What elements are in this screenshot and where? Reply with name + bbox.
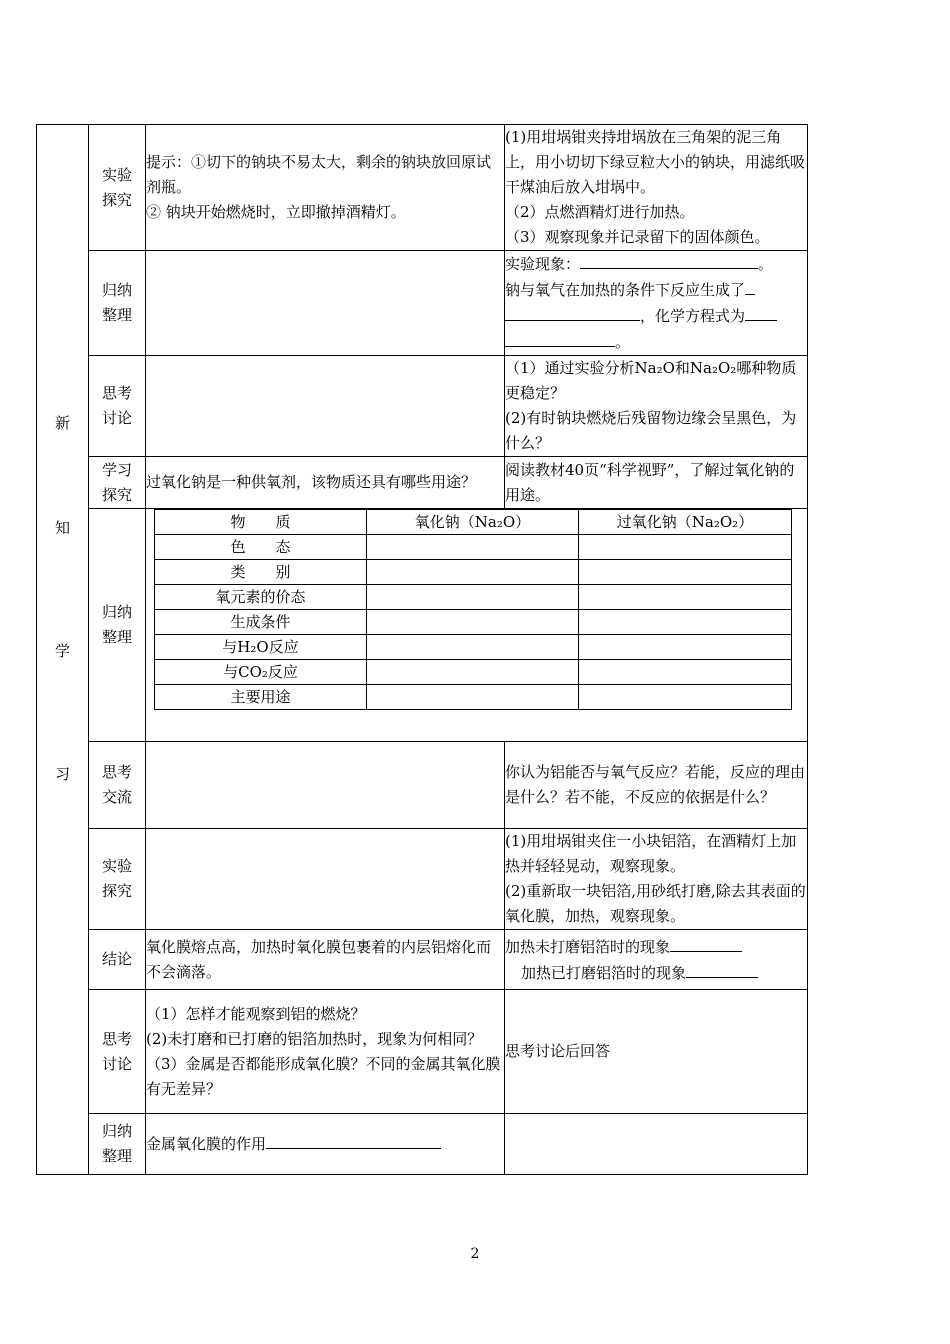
property-label: 与H₂O反应 bbox=[155, 635, 367, 660]
row-summary-oxide-film bbox=[37, 1114, 808, 1175]
hint-cell bbox=[146, 125, 505, 251]
property-label: 类 别 bbox=[155, 560, 367, 585]
step-1: (1)用坩埚钳夹住一小块铝箔，在酒精灯上加热并轻轻晃动，观察现象。 bbox=[505, 832, 797, 875]
row-label: 归纳 整理 bbox=[89, 251, 146, 356]
row-label: 实验 探究 bbox=[89, 125, 146, 251]
hint-2: ② 钠块开始燃烧时，立即撤掉酒精灯。 bbox=[146, 203, 406, 221]
answer-blank[interactable] bbox=[266, 1131, 441, 1149]
compare-row bbox=[155, 585, 792, 610]
question-2: (2)未打磨和已打磨的铝箔加热时，现象为何相同？ bbox=[146, 1029, 483, 1048]
row-study-peroxide bbox=[37, 457, 808, 509]
fill-blank-cell: 实验现象： 。 钠与氧气在加热的条件下反应生成了 ，化学方程式为 。 bbox=[505, 251, 808, 356]
header-cell: 过氧化钠（Na₂O₂） bbox=[579, 510, 792, 535]
answer-blank[interactable] bbox=[505, 303, 640, 321]
question-cell: 你认为铝能否与氧气反应？若能，反应的理由是什么？若不能，不反应的依据是什么？ bbox=[505, 742, 808, 829]
row-think-aluminum bbox=[37, 742, 808, 829]
property-label: 与CO₂反应 bbox=[155, 660, 367, 685]
answer-cell[interactable] bbox=[579, 660, 792, 685]
answer-cell[interactable] bbox=[579, 610, 792, 635]
side-title bbox=[37, 125, 89, 1175]
answer-cell[interactable] bbox=[367, 635, 579, 660]
side-char: 知 bbox=[54, 518, 70, 537]
empty-cell bbox=[505, 1114, 808, 1175]
empty-cell bbox=[146, 742, 505, 829]
question-3: （3）金属是否都能形成氧化膜？不同的金属其氧化膜有无差异？ bbox=[146, 1054, 501, 1098]
answer-note-cell: 思考讨论后回答 bbox=[505, 990, 808, 1114]
compare-row bbox=[155, 685, 792, 710]
row-label: 归纳 整理 bbox=[89, 509, 146, 742]
row-discussion-stability bbox=[37, 356, 808, 457]
page-number: 2 bbox=[470, 1246, 480, 1262]
side-char: 学 bbox=[54, 641, 70, 660]
row-label: 思考 讨论 bbox=[89, 356, 146, 457]
answer-blank[interactable] bbox=[670, 934, 742, 952]
row-experiment-sodium bbox=[37, 125, 808, 251]
answer-cell[interactable] bbox=[367, 685, 579, 710]
questions-cell bbox=[146, 990, 505, 1114]
steps-cell bbox=[505, 125, 808, 251]
row-label: 思考 交流 bbox=[89, 742, 146, 829]
answer-blank[interactable] bbox=[505, 329, 615, 347]
row-label: 实验 探究 bbox=[89, 829, 146, 930]
question-1: （1）怎样才能观察到铝的燃烧？ bbox=[146, 1004, 366, 1023]
answer-cell[interactable] bbox=[579, 635, 792, 660]
side-char: 新 bbox=[54, 413, 70, 432]
film-role-cell: 金属氧化膜的作用 bbox=[146, 1114, 505, 1175]
empty-cell bbox=[146, 356, 505, 457]
row-label: 思考 讨论 bbox=[89, 990, 146, 1114]
hint-1: 提示：①切下的钠块不易太大，剩余的钠块放回原试剂瓶。 bbox=[146, 153, 492, 196]
compare-row bbox=[155, 560, 792, 585]
compare-row bbox=[155, 535, 792, 560]
row-label: 归纳 整理 bbox=[89, 1114, 146, 1175]
answer-cell[interactable] bbox=[579, 560, 792, 585]
compare-cell bbox=[146, 509, 808, 742]
answer-blank[interactable] bbox=[686, 960, 758, 978]
header-cell: 物 质 bbox=[155, 510, 367, 535]
property-label: 氧元素的价态 bbox=[155, 585, 367, 610]
step-3: （3）观察现象并记录留下的固体颜色。 bbox=[505, 228, 770, 246]
compare-row bbox=[155, 610, 792, 635]
conclusion-cell: 氧化膜熔点高，加热时氧化膜包裹着的内层铝熔化而不会滴落。 bbox=[146, 930, 505, 990]
answer-cell[interactable] bbox=[367, 585, 579, 610]
question-2: (2)有时钠块燃烧后残留物边缘会呈黑色，为什么？ bbox=[505, 409, 797, 452]
row-summary-sodium bbox=[37, 251, 808, 356]
compare-header bbox=[155, 510, 792, 535]
row-experiment-aluminum bbox=[37, 829, 808, 930]
phenomena-cell: 加热未打磨铝箔时的现象 加热已打磨铝箔时的现象 bbox=[505, 930, 808, 990]
compare-table bbox=[154, 509, 792, 710]
answer-cell[interactable] bbox=[367, 610, 579, 635]
step-2: (2)重新取一块铝箔,用砂纸打磨,除去其表面的氧化膜，加热，观察现象。 bbox=[505, 882, 806, 925]
questions-cell bbox=[505, 356, 808, 457]
answer-cell[interactable] bbox=[367, 560, 579, 585]
property-label: 主要用途 bbox=[155, 685, 367, 710]
row-label: 结论 bbox=[89, 930, 146, 990]
property-label: 生成条件 bbox=[155, 610, 367, 635]
step-2: （2）点燃酒精灯进行加热。 bbox=[505, 203, 695, 221]
answer-cell[interactable] bbox=[579, 535, 792, 560]
row-discussion-aluminum bbox=[37, 990, 808, 1114]
answer-blank[interactable] bbox=[745, 277, 755, 295]
answer-blank[interactable] bbox=[745, 303, 777, 321]
question-1: （1）通过实验分析Na₂O和Na₂O₂哪种物质更稳定？ bbox=[505, 359, 797, 402]
steps-cell bbox=[505, 829, 808, 930]
row-compare-oxides bbox=[37, 509, 808, 742]
property-label: 色 态 bbox=[155, 535, 367, 560]
header-cell: 氧化钠（Na₂O） bbox=[367, 510, 579, 535]
answer-blank[interactable] bbox=[580, 251, 758, 269]
step-1: (1)用坩埚钳夹持坩埚放在三角架的泥三角上，用小切切下绿豆粒大小的钠块，用滤纸吸干煤油后放入坩埚中。 bbox=[505, 128, 806, 196]
lesson-table bbox=[36, 124, 808, 1175]
answer-cell[interactable] bbox=[579, 685, 792, 710]
empty-cell bbox=[146, 829, 505, 930]
reading-cell: 阅读教材40页“科学视野”，了解过氧化钠的用途。 bbox=[505, 457, 808, 509]
side-char: 习 bbox=[54, 764, 70, 783]
row-label: 学习 探究 bbox=[89, 457, 146, 509]
compare-row bbox=[155, 635, 792, 660]
answer-cell[interactable] bbox=[579, 585, 792, 610]
question-cell: 过氧化钠是一种供氧剂，该物质还具有哪些用途？ bbox=[146, 457, 505, 509]
compare-row bbox=[155, 660, 792, 685]
row-conclusion bbox=[37, 930, 808, 990]
answer-cell[interactable] bbox=[367, 535, 579, 560]
answer-cell[interactable] bbox=[367, 660, 579, 685]
empty-cell bbox=[146, 251, 505, 356]
